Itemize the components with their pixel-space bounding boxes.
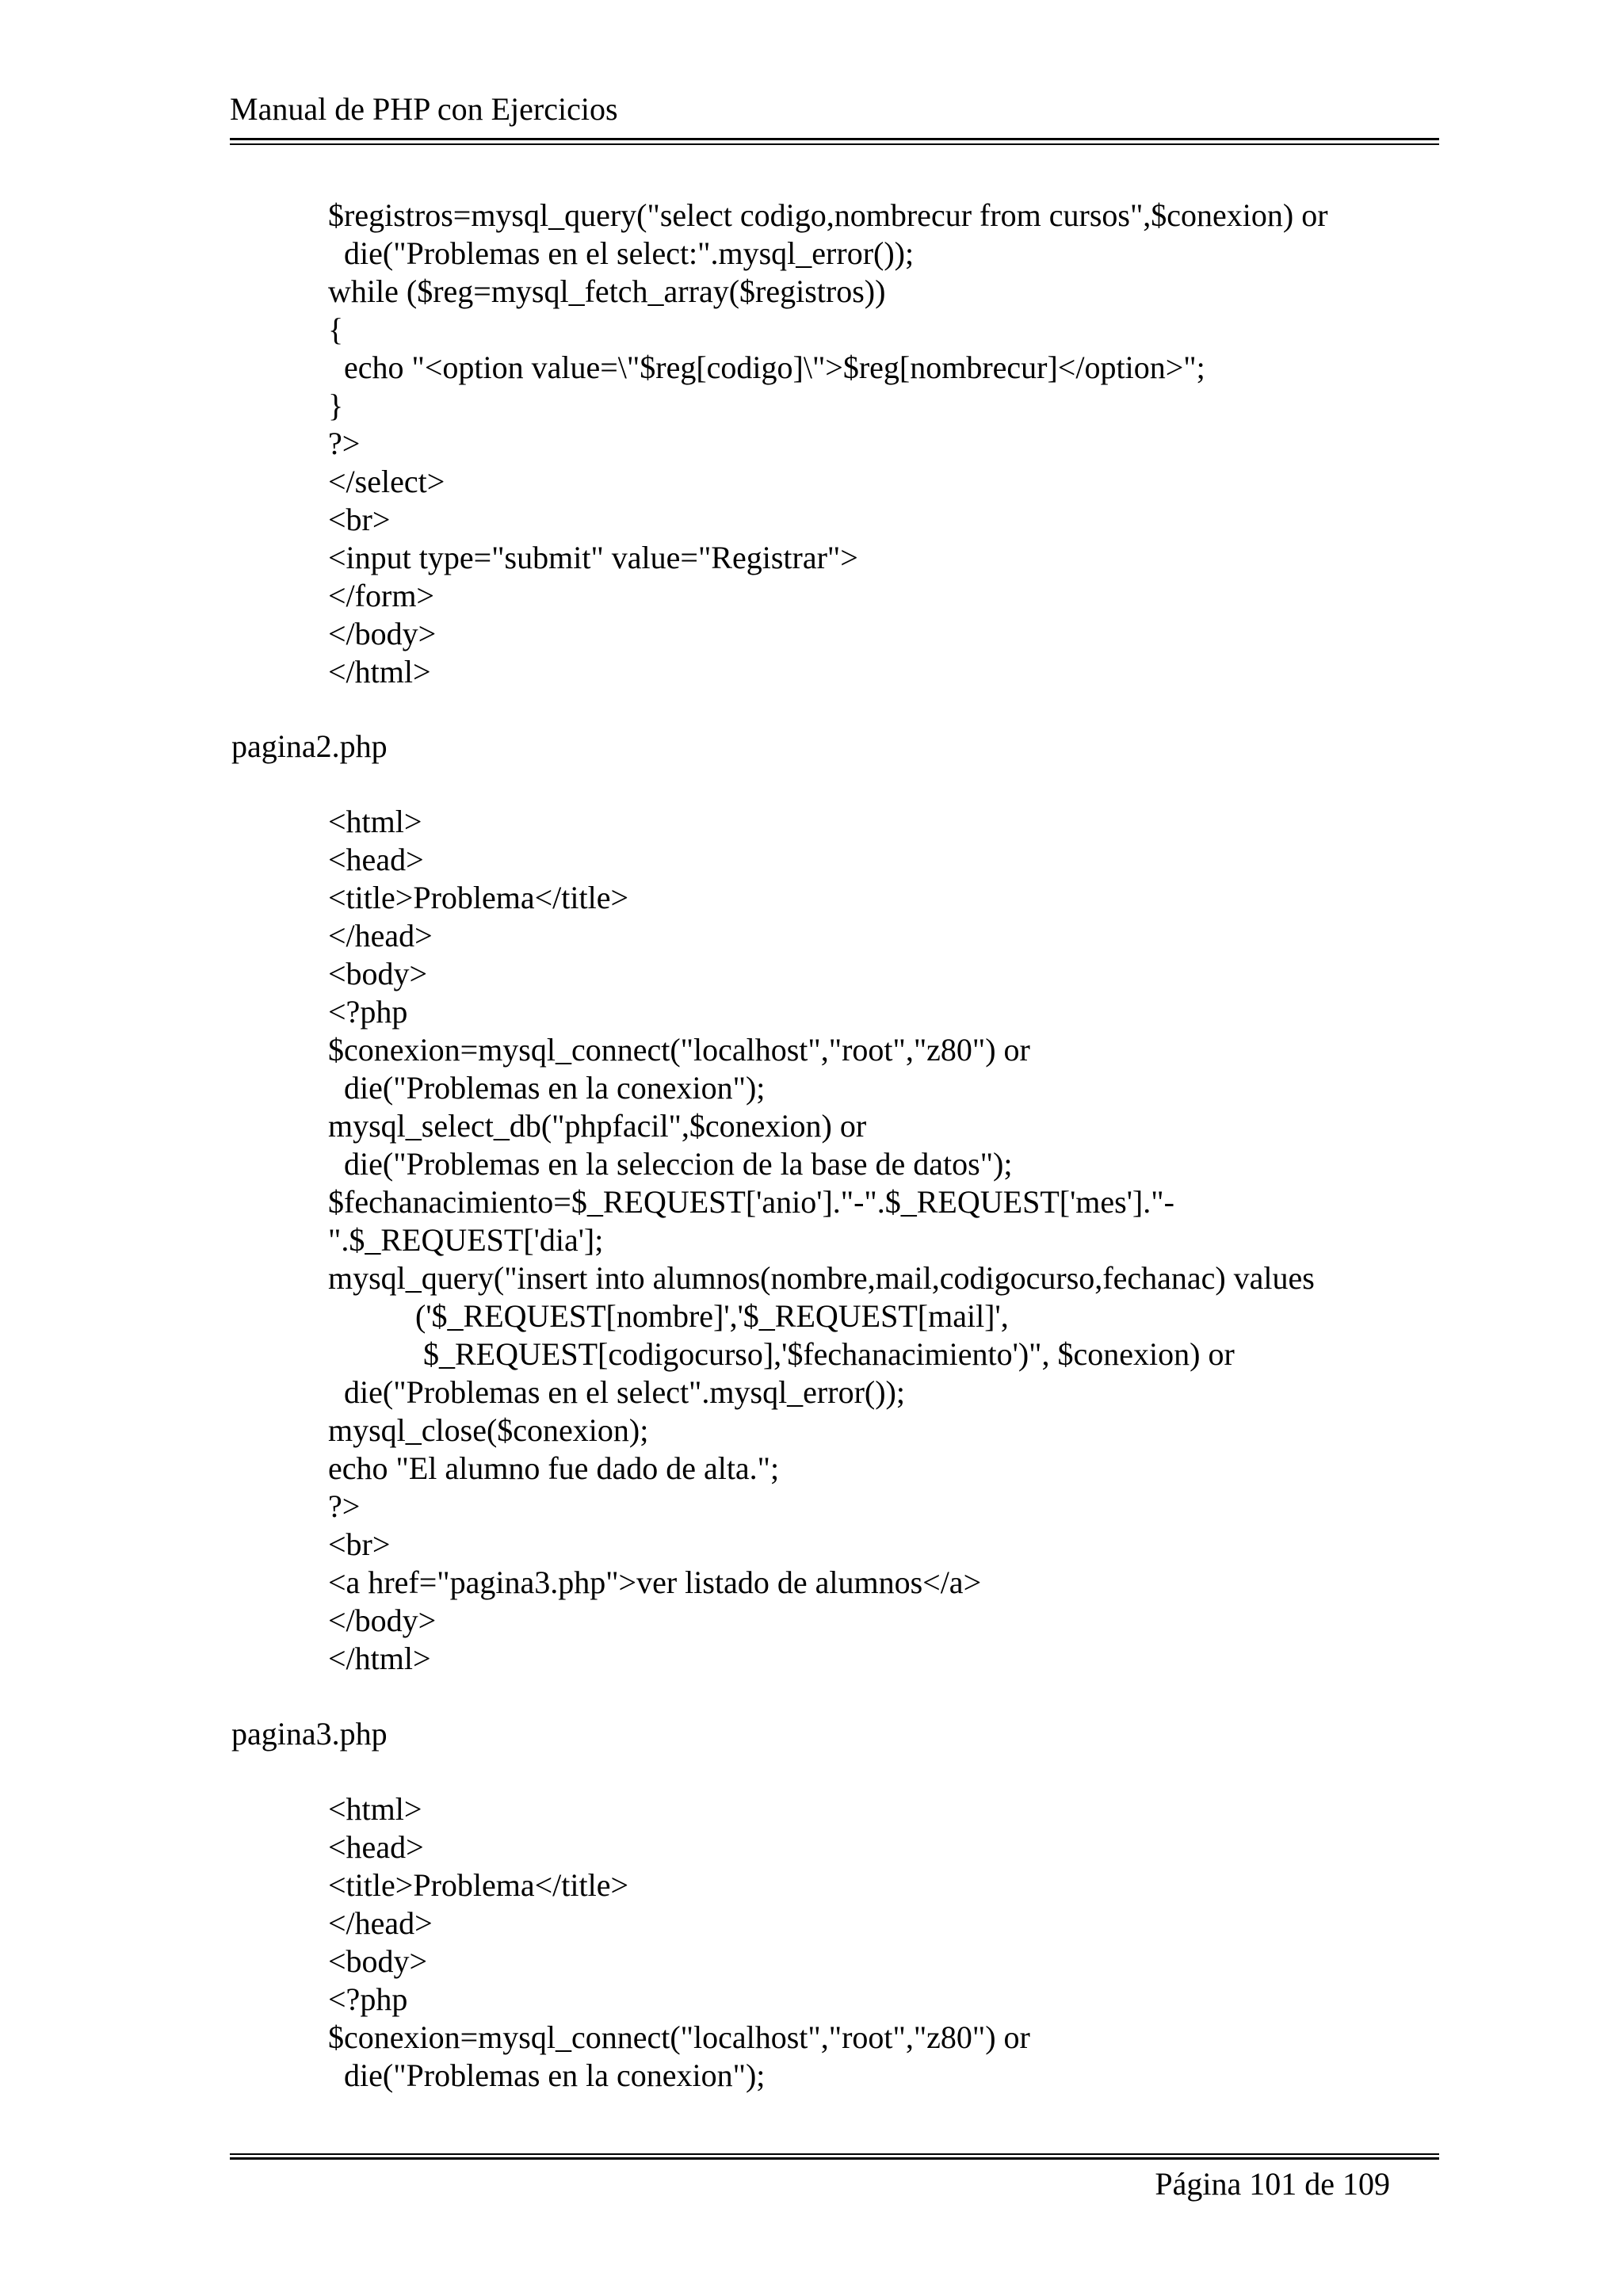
code-line: ?> <box>328 1488 361 1524</box>
code-line: <a href="pagina3.php">ver listado de alumnos</a> <box>328 1564 982 1600</box>
code-line: </select> <box>328 464 445 499</box>
code-line: $conexion=mysql_connect("localhost","root","z80") or <box>328 2019 1030 2055</box>
code-line: echo "<option value=\"$reg[codigo]\">$reg[nombrecur]</option>"; <box>328 350 1205 385</box>
code-line: $conexion=mysql_connect("localhost","root","z80") or <box>328 1032 1030 1068</box>
code-line: <head> <box>328 1829 424 1865</box>
section-heading-pagina2: pagina2.php <box>231 728 388 764</box>
code-line: <html> <box>328 1791 422 1827</box>
code-line: { <box>328 311 344 347</box>
code-line: die("Problemas en la conexion"); <box>328 2057 766 2093</box>
header-rule-top <box>230 138 1439 140</box>
code-line: </head> <box>328 918 433 953</box>
code-line: <body> <box>328 956 428 991</box>
code-line: die("Problemas en la conexion"); <box>328 1070 766 1106</box>
code-line: <br> <box>328 1526 391 1562</box>
code-line: while ($reg=mysql_fetch_array($registros)) <box>328 273 886 309</box>
code-line: </html> <box>328 654 431 690</box>
code-line: </body> <box>328 1603 437 1638</box>
code-line: <title>Problema</title> <box>328 880 629 915</box>
footer-rule-top <box>230 2153 1439 2155</box>
code-line: } <box>328 388 344 423</box>
code-line: </html> <box>328 1641 431 1676</box>
code-line: die("Problemas en el select:".mysql_error()); <box>328 235 915 271</box>
code-line: </form> <box>328 578 434 613</box>
code-line: </body> <box>328 616 437 651</box>
code-line: <?php <box>328 1981 408 2017</box>
code-line: <head> <box>328 842 424 877</box>
code-line: echo "El alumno fue dado de alta."; <box>328 1450 780 1486</box>
code-line: <br> <box>328 502 391 537</box>
page-header-title: Manual de PHP con Ejercicios <box>230 91 618 127</box>
code-line: <body> <box>328 1943 428 1979</box>
page-number: Página 101 de 109 <box>1155 2166 1390 2202</box>
code-line: $registros=mysql_query("select codigo,nombrecur from cursos",$conexion) or <box>328 197 1328 233</box>
header-rule-bottom <box>230 143 1439 145</box>
section-heading-pagina3: pagina3.php <box>231 1716 388 1752</box>
code-line: </head> <box>328 1905 433 1941</box>
code-line: die("Problemas en la seleccion de la base de datos"); <box>328 1146 1013 1182</box>
code-line: $fechanacimiento=$_REQUEST['anio']."-".$_REQUEST['mes']."- <box>328 1184 1174 1220</box>
code-line: <input type="submit" value="Registrar"> <box>328 540 858 575</box>
code-line: mysql_query("insert into alumnos(nombre,mail,codigocurso,fechanac) values <box>328 1260 1315 1296</box>
code-line: ".$_REQUEST['dia']; <box>328 1222 604 1258</box>
code-line: ('$_REQUEST[nombre]','$_REQUEST[mail]', <box>328 1298 1009 1334</box>
code-line: mysql_close($conexion); <box>328 1412 649 1448</box>
code-line: $_REQUEST[codigocurso],'$fechanacimiento')", $conexion) or <box>328 1336 1235 1372</box>
code-line: <html> <box>328 804 422 839</box>
code-line: ?> <box>328 426 361 461</box>
code-line: mysql_select_db("phpfacil",$conexion) or <box>328 1108 867 1144</box>
code-line: <title>Problema</title> <box>328 1867 629 1903</box>
footer-rule-bottom <box>230 2157 1439 2160</box>
code-line: die("Problemas en el select".mysql_error()); <box>328 1374 905 1410</box>
code-line: <?php <box>328 994 408 1030</box>
